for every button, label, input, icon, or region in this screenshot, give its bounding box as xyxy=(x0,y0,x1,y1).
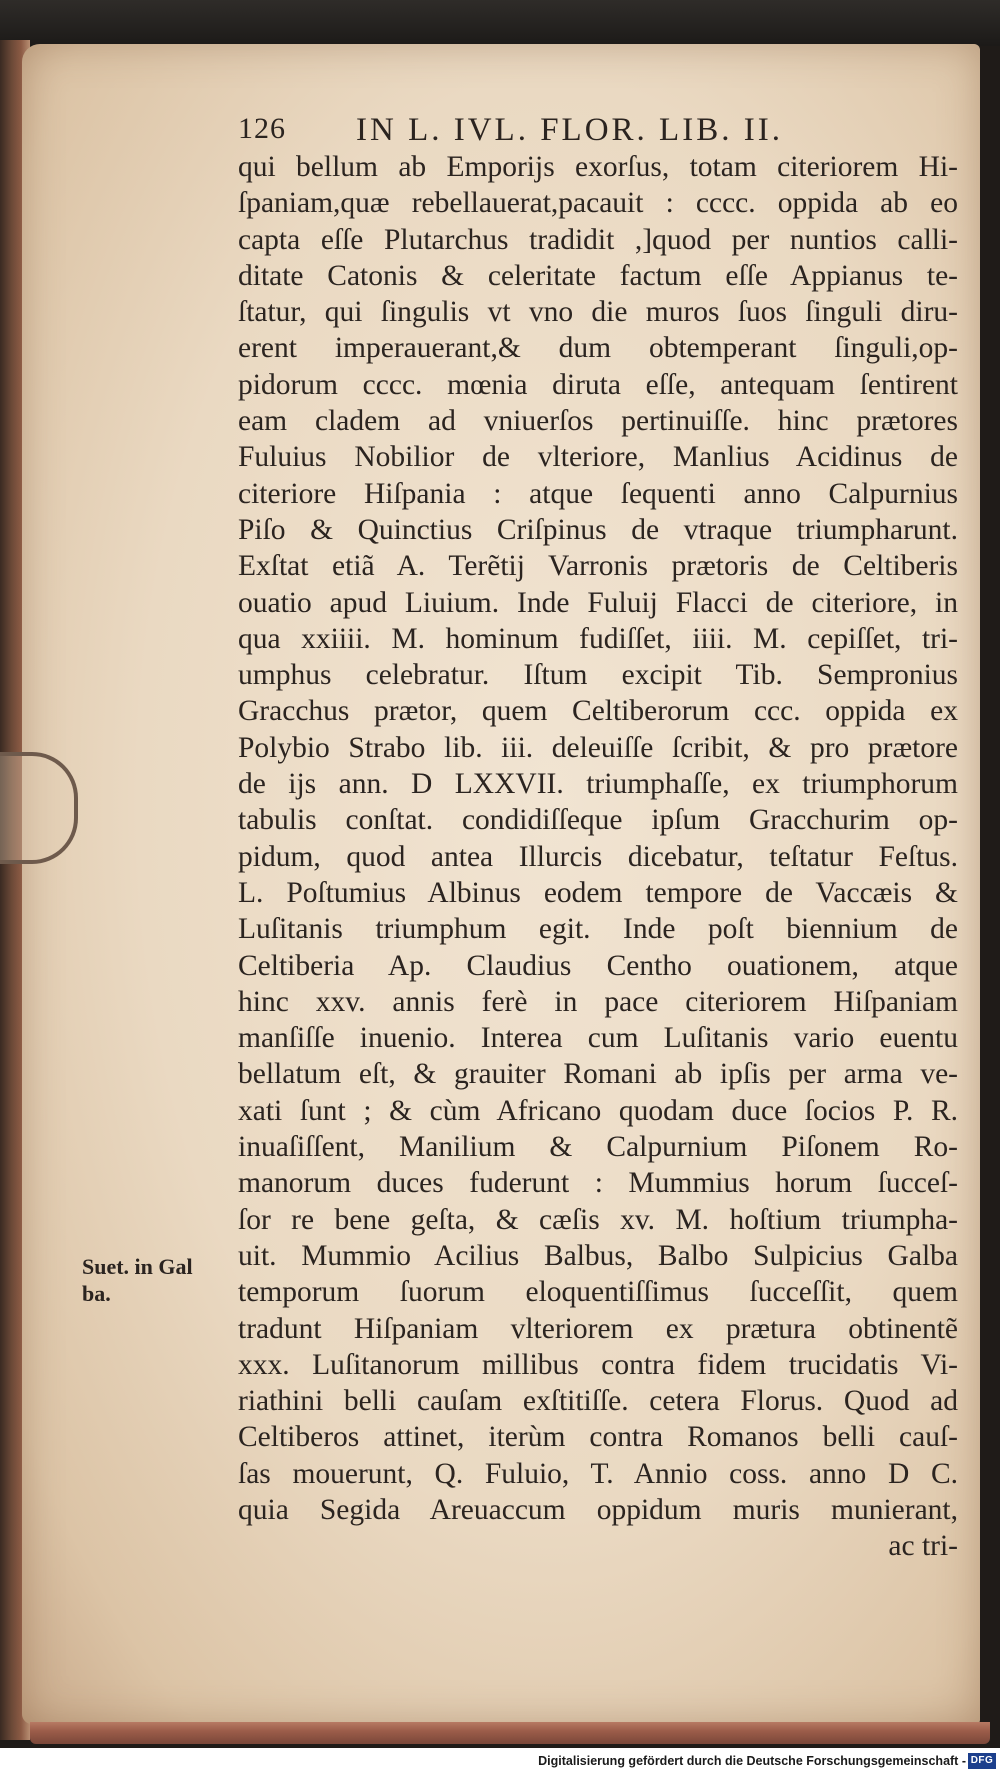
text-line: tradunt Hiſpaniam vlteriorem ex prætura obtinentẽ xyxy=(238,1312,958,1345)
text-line: qui bellum ab Emporijs exorſus, totam citeriorem Hi- xyxy=(238,151,958,183)
funding-credit: Digitalisierung gefördert durch die Deutsche Forschungsgemeinschaft - xyxy=(538,1754,966,1768)
text-line: umphus celebratur. Iſtum excipit Tib. Sempronius xyxy=(238,659,958,692)
text-line: eam cladem ad vniuerſos pertinuiſſe. hinc prætores xyxy=(238,405,958,438)
text-line: capta eſſe Plutarchus tradidit ,]quod per nuntios calli- xyxy=(238,223,958,256)
text-line: tabulis conſtat. condidiſſeque ipſum Gracchurim op- xyxy=(238,804,958,837)
text-line: de ijs ann. D LXXVII. triumphaſſe, ex triumphorum xyxy=(238,768,958,801)
text-line: riathini belli cauſam exſtitiſſe. cetera Florus. Quod ad xyxy=(238,1385,958,1418)
text-line: ſpaniam,quæ rebellauerat,pacauit : cccc. oppida ab eo xyxy=(238,187,958,220)
text-line: citeriore Hiſpania : atque ſequenti anno Calpurnius xyxy=(238,477,958,510)
page-bottom-edge xyxy=(30,1722,990,1744)
text-line: ſtatur, qui ſingulis vt vno die muros ſuos ſinguli diru- xyxy=(238,296,958,329)
text-line: L. Poſtumius Albinus eodem tempore de Vaccæis & xyxy=(238,876,958,909)
text-line: ouatio apud Liuium. Inde Fuluij Flacci de citeriore, in xyxy=(238,586,958,619)
text-line: Polybio Strabo lib. iii. deleuiſſe ſcribit, & pro prætore xyxy=(238,731,958,764)
margin-note-line: Suet. in Gal xyxy=(82,1254,193,1279)
margin-note-line: ba. xyxy=(82,1281,111,1306)
text-line: manſiſſe inuenio. Interea cum Luſitanis vario euentu xyxy=(238,1022,958,1055)
text-line: quia Segida Areuaccum oppidum muris munierant, xyxy=(238,1493,958,1526)
book-clasp xyxy=(0,752,78,864)
text-line: pidorum cccc. mœnia diruta eſſe, antequam ſentirent xyxy=(238,368,958,401)
text-line: Celtiberos attinet, iterùm contra Romanos belli cauſ- xyxy=(238,1421,958,1454)
text-line: temporum ſuorum eloquentiſſimus ſucceſſit, quem xyxy=(238,1276,958,1309)
text-line: ſas mouerunt, Q. Fuluio, T. Annio coss. anno D C. xyxy=(238,1457,958,1490)
text-line: uit. Mummio Acilius Balbus, Balbo Sulpicius Galba xyxy=(238,1239,958,1272)
text-line: manorum duces fuderunt : Mummius horum ſucceſ- xyxy=(238,1167,958,1200)
digitization-footer xyxy=(0,1748,1000,1780)
text-line: ac tri- xyxy=(888,1530,958,1563)
page-number: 126 xyxy=(238,112,286,145)
text-line: xati ſunt ; & cùm Africano quodam duce ſocios P. R. xyxy=(238,1094,958,1127)
running-head: IN L. IVL. FLOR. LIB. II. xyxy=(356,112,783,148)
text-line: hinc xxv. annis ferè in pace citeriorem Hiſpaniam xyxy=(238,985,958,1018)
text-line: ſor re bene geſta, & cæſis xv. M. hoſtium triumpha- xyxy=(238,1203,958,1236)
text-line: erent imperauerant,& dum obtemperant ſinguli,op- xyxy=(238,332,958,365)
text-line: ditate Catonis & celeritate factum eſſe Appianus te- xyxy=(238,259,958,292)
text-line: inuaſiſſent, Manilium & Calpurnium Piſonem Ro- xyxy=(238,1131,958,1164)
text-line: Exſtat etiã A. Terẽtij Varronis prætoris de Celtiberis xyxy=(238,550,958,583)
body-text xyxy=(238,149,958,1565)
text-line: Fuluius Nobilior de vlteriore, Manlius Acidinus de xyxy=(238,441,958,474)
text-line: pidum, quod antea Illurcis dicebatur, teſtatur Feſtus. xyxy=(238,840,958,873)
margin-note xyxy=(82,1253,232,1307)
text-line: Piſo & Quinctius Criſpinus de vtraque triumpharunt. xyxy=(238,513,958,546)
text-line: bellatum eſt, & grauiter Romani ab ipſis per arma ve- xyxy=(238,1058,958,1091)
scan-background-top xyxy=(0,0,1000,46)
text-line: xxx. Luſitanorum millibus contra fidem trucidatis Vi- xyxy=(238,1348,958,1381)
dfg-logo: DFG xyxy=(968,1753,996,1769)
text-line: Gracchus prætor, quem Celtiberorum ccc. oppida ex xyxy=(238,695,958,728)
text-line: Celtiberia Ap. Claudius Centho ouationem, atque xyxy=(238,949,958,982)
text-line: qua xxiiii. M. hominum fudiſſet, iiii. M. cepiſſet, tri- xyxy=(238,622,958,655)
text-line: Luſitanis triumphum egit. Inde poſt biennium de xyxy=(238,913,958,946)
